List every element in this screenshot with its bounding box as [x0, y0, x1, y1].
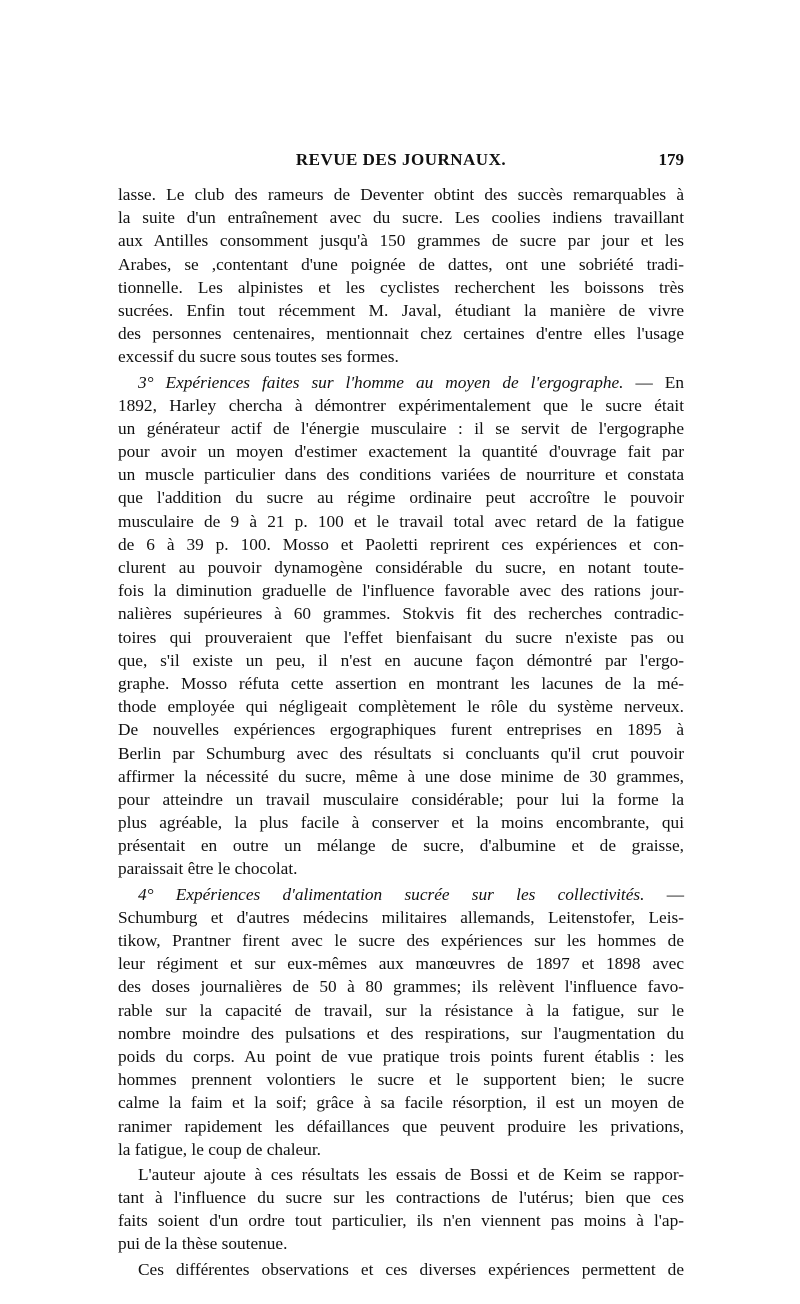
- text-line: paraissait être le chocolat.: [118, 859, 298, 879]
- text-line: graphe. Mosso réfuta cette assertion en montrant les lacunes de la mé-: [118, 673, 684, 693]
- text-line: faits soient d'un ordre tout particulier, ils n'en viennent pas moins à l'ap-: [118, 1211, 684, 1231]
- section-heading-tail: — En: [623, 372, 684, 392]
- page-number: 179: [658, 150, 684, 169]
- text-line: L'auteur ajoute à ces résultats les essais de Bossi et de Keim se rappor-: [138, 1164, 684, 1184]
- text-line: Arabes, se ,contentant d'une poignée de dattes, ont une sobriété tradi-: [118, 254, 684, 274]
- text-line: tant à l'influence du sucre sur les contractions de l'utérus; bien que ces: [118, 1188, 684, 1208]
- text-line: lasse. Le club des rameurs de Deventer obtint des succès remarquables à: [118, 185, 684, 204]
- text-line: la suite d'un entraînement avec du sucre. Les coolies indiens travaillant: [118, 208, 684, 228]
- text-line: poids du corps. Au point de vue pratique trois points furent établis : les: [118, 1046, 684, 1066]
- text-line: Schumburg et d'autres médecins militaires allemands, Leitenstofer, Leis-: [118, 907, 684, 927]
- text-line: des personnes centenaires, mentionnait chez certaines d'entre elles l'usage: [118, 324, 684, 344]
- text-line: nalières supérieures à 60 grammes. Stokvis fit des recherches contradic-: [118, 604, 684, 624]
- paragraph: [118, 883, 684, 1161]
- text-line: tionnelle. Les alpinistes et les cyclistes recherchent les boissons très: [118, 277, 684, 297]
- text-line: plus agréable, la plus facile à conserver et la moins encombrante, qui: [118, 813, 684, 833]
- text-line: tikow, Prantner firent avec le sucre des expériences sur les hommes de: [118, 931, 684, 950]
- text-line: pour avoir un moyen d'estimer exactement la quantité d'ouvrage fait par: [118, 442, 684, 462]
- running-title: REVUE DES JOURNAUX.: [295, 150, 507, 169]
- paragraph: [118, 371, 684, 881]
- text-line: que, s'il existe un peu, il n'est en aucune façon démontré par l'ergo-: [118, 650, 684, 670]
- text-line: hommes prennent volontiers le sucre et le supportent bien; le sucre: [118, 1070, 684, 1090]
- text-line: thode employée qui négligeait complètement le rôle du système nerveux.: [118, 697, 684, 717]
- text-line: pui de la thèse soutenue.: [118, 1234, 288, 1254]
- page-header: [118, 150, 684, 174]
- section-heading-line: [118, 883, 684, 906]
- section-heading: 4° Expériences d'alimentation sucrée sur les collectivités.: [138, 884, 645, 904]
- text-line: affirmer la nécessité du sucre, même à une dose minime de 30 grammes,: [118, 766, 684, 786]
- text-line: un générateur actif de l'énergie musculaire : il se servit de l'ergographe: [118, 418, 684, 438]
- text-line: ranimer rapidement les défaillances que peuvent produire les privations,: [118, 1116, 684, 1136]
- text-line: Berlin par Schumburg avec des résultats si concluants qu'il crut pouvoir: [118, 743, 684, 763]
- paragraph: [118, 1258, 684, 1281]
- text-line: leur régiment et sur eux-mêmes aux manœuvres de 1897 et 1898 avec: [118, 954, 684, 974]
- text-line: musculaire de 9 à 21 p. 100 et le travail total avec retard de la fatigue: [118, 511, 684, 531]
- text-line: un muscle particulier dans des conditions variées de nourriture et constata: [118, 465, 684, 485]
- text-line: rable sur la capacité de travail, sur la résistance à la fatigue, sur le: [118, 1000, 684, 1020]
- body-text: [118, 183, 684, 1281]
- text-line: 1892, Harley chercha à démontrer expérimentalement que le sucre était: [118, 395, 684, 415]
- section-heading: 3° Expériences faites sur l'homme au moyen de l'ergographe.: [138, 372, 624, 392]
- text-line: aux Antilles consomment jusqu'à 150 grammes de sucre par jour et les: [118, 231, 684, 251]
- text-line: excessif du sucre sous toutes ses formes.: [118, 347, 399, 367]
- text-line: fois la diminution graduelle de l'influence favorable avec des rations jour-: [118, 581, 684, 601]
- text-line: pour atteindre un travail musculaire considérable; pour lui la forme la: [118, 789, 684, 809]
- text-line: Ces différentes observations et ces diverses expériences permettent de: [138, 1259, 684, 1279]
- paragraph: [118, 1163, 684, 1256]
- text-line: nombre moindre des pulsations et des respirations, sur l'augmentation du: [118, 1023, 684, 1043]
- text-line: la fatigue, le coup de chaleur.: [118, 1139, 321, 1159]
- text-line: sucrées. Enfin tout récemment M. Javal, étudiant la manière de vivre: [118, 300, 684, 320]
- text-line: De nouvelles expériences ergographiques furent entreprises en 1895 à: [118, 720, 684, 740]
- section-heading-line: [118, 371, 684, 394]
- paragraph: [118, 183, 684, 369]
- text-line: que l'addition du sucre au régime ordinaire peut accroître le pouvoir: [118, 488, 684, 508]
- section-heading-tail: —: [644, 884, 684, 904]
- text-line: des doses journalières de 50 à 80 grammes; ils relèvent l'influence favo-: [118, 977, 684, 997]
- text-line: de 6 à 39 p. 100. Mosso et Paoletti reprirent ces expériences et con-: [118, 534, 684, 554]
- text-line: toires qui prouveraient que l'effet bienfaisant du sucre n'existe pas ou: [118, 627, 684, 647]
- text-line: clurent au pouvoir dynamogène considérable du sucre, en notant toute-: [118, 558, 684, 577]
- text-line: calme la faim et la soif; grâce à sa facile résorption, il est un moyen de: [118, 1093, 684, 1113]
- text-line: présentait en outre un mélange de sucre, d'albumine et de graisse,: [118, 836, 684, 856]
